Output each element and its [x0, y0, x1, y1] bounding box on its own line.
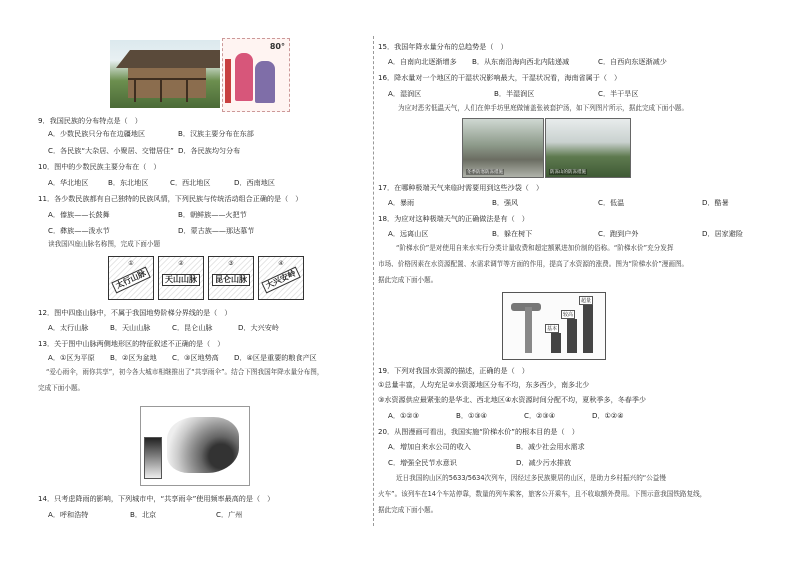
q15-option-a[interactable]: A．自南向北逐渐增多 [388, 57, 457, 66]
sandbag-photo-1 [462, 118, 544, 178]
outro-line3: 据此完成下面小题。 [378, 506, 438, 514]
tiered-water-price-cartoon [502, 292, 606, 360]
mountain-card-1 [108, 256, 154, 300]
q10-option-d[interactable]: D．西南地区 [234, 178, 275, 187]
outro-line1: 近日我国的山区的5633/5634次列车，因经过多民族聚居的山区，是助力乡村振兴的“公益慢 [396, 474, 666, 482]
ethnic-stamp-image [222, 38, 290, 112]
card-name: 太行山脉 [111, 267, 151, 294]
q15-option-c[interactable]: C．自西向东逐渐减少 [598, 57, 667, 66]
card-name: 昆仑山脉 [212, 274, 250, 286]
q19-option-b[interactable]: B．①③④ [456, 411, 488, 420]
q15-option-b[interactable]: B．从东南沿海向西北内陆递减 [472, 57, 570, 66]
q15-stem: 15．我国年降水量分布的总趋势是（ ） [378, 42, 508, 51]
q14-option-c[interactable]: C．广州 [216, 510, 243, 519]
q13-option-a[interactable]: A．①区为平原 [48, 353, 95, 362]
water-intro-line1: “阶梯水价”是对使用自来水实行分类计量收费和超定额累进加价制的俗称。“阶梯水价”充分发挥 [396, 244, 674, 252]
mountain-card-2 [158, 256, 204, 300]
q16-option-b[interactable]: B．半湿润区 [494, 89, 535, 98]
map-intro-line1: “爱心雨伞，雨你共享”，初今各大城市相继推出了“共享雨伞”。结合下图我国年降水量分布图， [46, 368, 324, 376]
water-intro-line2: 市场、价格因素在水资源配置、水需求调节等方面的作用，提高了水资源的涨费。图为“阶梯水价”漫画图。 [378, 260, 689, 268]
q9-option-a[interactable]: A．少数民族只分布在边疆地区 [48, 129, 146, 138]
q13-option-c[interactable]: C．③区地势高 [172, 353, 219, 362]
card-name: 天山山脉 [162, 274, 200, 286]
stamp-value: 80° [269, 42, 285, 51]
q10-stem: 10．图中的少数民族主要分布在（ ） [38, 162, 161, 171]
q11-stem: 11．各少数民族都有自己独特的民族风情，下列民族与传统活动组合正确的是（ ） [38, 194, 303, 203]
q20-option-b[interactable]: B．减少社会用水需求 [516, 442, 585, 451]
left-column [0, 0, 372, 562]
tier-label-base: 基本 [547, 326, 558, 332]
tier-label-high: 超量 [581, 298, 592, 304]
q9-option-b[interactable]: B．汉族主要分布在东部 [178, 129, 254, 138]
q16-stem: 16．降水量对一个地区的干湿状况影响最大，干湿状况看，海南省属于（ ） [378, 73, 622, 82]
q19-option-d[interactable]: D．①②④ [592, 411, 624, 420]
q19-option-c[interactable]: C．②③④ [524, 411, 556, 420]
tier-label-mid: 较高 [563, 312, 574, 318]
outro-line2: 火车”。该列车在14个车站停靠，数量的列车乘客，旅客公开乘车，且不收取额外费用。下图示意我国铁路复线， [378, 490, 707, 498]
q10-option-c[interactable]: C．西北地区 [170, 178, 211, 187]
q20-option-d[interactable]: D．减少污水排放 [516, 458, 572, 467]
q14-option-b[interactable]: B．北京 [130, 510, 157, 519]
q9-option-d[interactable]: D．各民族均匀分布 [178, 146, 241, 155]
mountain-card-3 [208, 256, 254, 300]
photo1-caption: 冬季防寒防冻措施 [467, 170, 503, 175]
q20-stem: 20．从图漫画可看出，我国实施“阶梯水价”的根本目的是（ ） [378, 427, 579, 436]
q19-option-a[interactable]: A．①②③ [388, 411, 420, 420]
card-name: 大兴安岭 [261, 267, 301, 294]
q12-stem: 12．图中四座山脉中，不属于我国地势阶梯分界线的是（ ） [38, 308, 232, 317]
q10-option-b[interactable]: B．东北地区 [108, 178, 149, 187]
q14-stem: 14．只考虑降雨的影响，下列城市中，“共享雨伞”使用频率最高的是（ ） [38, 494, 275, 503]
q12-option-d[interactable]: D．大兴安岭 [238, 323, 279, 332]
q9-stem: 9．我国民族的分布特点是（ ） [38, 116, 142, 125]
q20-option-a[interactable]: A．增加自来水公司的收入 [388, 442, 471, 451]
faucet-stand [525, 307, 532, 353]
q17-option-a[interactable]: A．暴雨 [388, 198, 415, 207]
column-divider [373, 36, 374, 526]
q12-option-c[interactable]: C．昆仑山脉 [172, 323, 213, 332]
q18-option-b[interactable]: B．躲在树下 [492, 229, 533, 238]
q18-stem: 18．为应对这种极端天气的正确做法是有（ ） [378, 214, 529, 223]
q12-option-a[interactable]: A．太行山脉 [48, 323, 89, 332]
q16-option-c[interactable]: C．半干旱区 [598, 89, 639, 98]
q18-option-c[interactable]: C．跑到户外 [598, 229, 639, 238]
q20-option-c[interactable]: C．增强全民节水意识 [388, 458, 457, 467]
water-intro-line3: 据此完成下面小题。 [378, 276, 438, 284]
photo2-caption: 防冻山的防冻措施 [550, 170, 586, 175]
china-landmass [167, 417, 239, 473]
q13-stem: 13．关于图中山脉两侧地形区的特征叙述不正确的是（ ） [38, 339, 225, 348]
q17-stem: 17．在哪种极端天气来临时需要用到这些沙袋（ ） [378, 183, 544, 192]
q14-option-a[interactable]: A．呼和浩特 [48, 510, 89, 519]
q13-option-b[interactable]: B．②区为盆地 [110, 353, 157, 362]
q19-stem: 19．下列对我国水资源的描述，正确的是（ ） [378, 366, 529, 375]
sandbag-photo-2 [545, 118, 631, 178]
q17-option-b[interactable]: B．强风 [492, 198, 519, 207]
q18-option-d[interactable]: D．居家避险 [702, 229, 743, 238]
q19-statement-2: ③水资源供应最紧张的是华北、西北地区④水资源时间分配不均，夏秋季多，冬春季少 [378, 395, 647, 404]
cards-intro: 读我国四座山脉名称图，完成下面小题 [48, 240, 161, 248]
q11-option-c[interactable]: C．彝族——泼水节 [48, 226, 110, 235]
photo-intro: 为应对恶劣低温天气，人们在伸手坊里庭做铺盖张被套护汤，如下列图片所示，据此完成下面小题。 [398, 104, 689, 112]
q11-option-b[interactable]: B．朝鲜族——火把节 [178, 210, 247, 219]
card-number: ④ [278, 260, 284, 267]
q12-option-b[interactable]: B．天山山脉 [110, 323, 151, 332]
card-number: ③ [228, 260, 234, 267]
card-number: ① [128, 260, 134, 267]
stilt-house-photo [110, 40, 220, 108]
q17-option-d[interactable]: D．酷暑 [702, 198, 729, 207]
map-intro-line2: 完成下面小题。 [38, 384, 85, 392]
q19-statement-1: ①总量丰富，人均充足②水资源地区分布不均，东多西少，南多北少 [378, 380, 590, 389]
q11-option-d[interactable]: D．蒙古族——那达慕节 [178, 226, 255, 235]
q9-option-c[interactable]: C．各民族“大杂居、小聚居、交错居住” [48, 146, 174, 155]
q18-option-a[interactable]: A．远离山区 [388, 229, 429, 238]
q10-option-a[interactable]: A．华北地区 [48, 178, 89, 187]
q17-option-c[interactable]: C．低温 [598, 198, 625, 207]
q11-option-a[interactable]: A．傣族——长鼓舞 [48, 210, 110, 219]
q13-option-d[interactable]: D．④区是重要的粮食产区 [234, 353, 317, 362]
mountain-card-4 [258, 256, 304, 300]
card-number: ② [178, 260, 184, 267]
china-precipitation-map [140, 406, 250, 486]
map-legend [144, 437, 162, 479]
q16-option-a[interactable]: A．湿润区 [388, 89, 422, 98]
